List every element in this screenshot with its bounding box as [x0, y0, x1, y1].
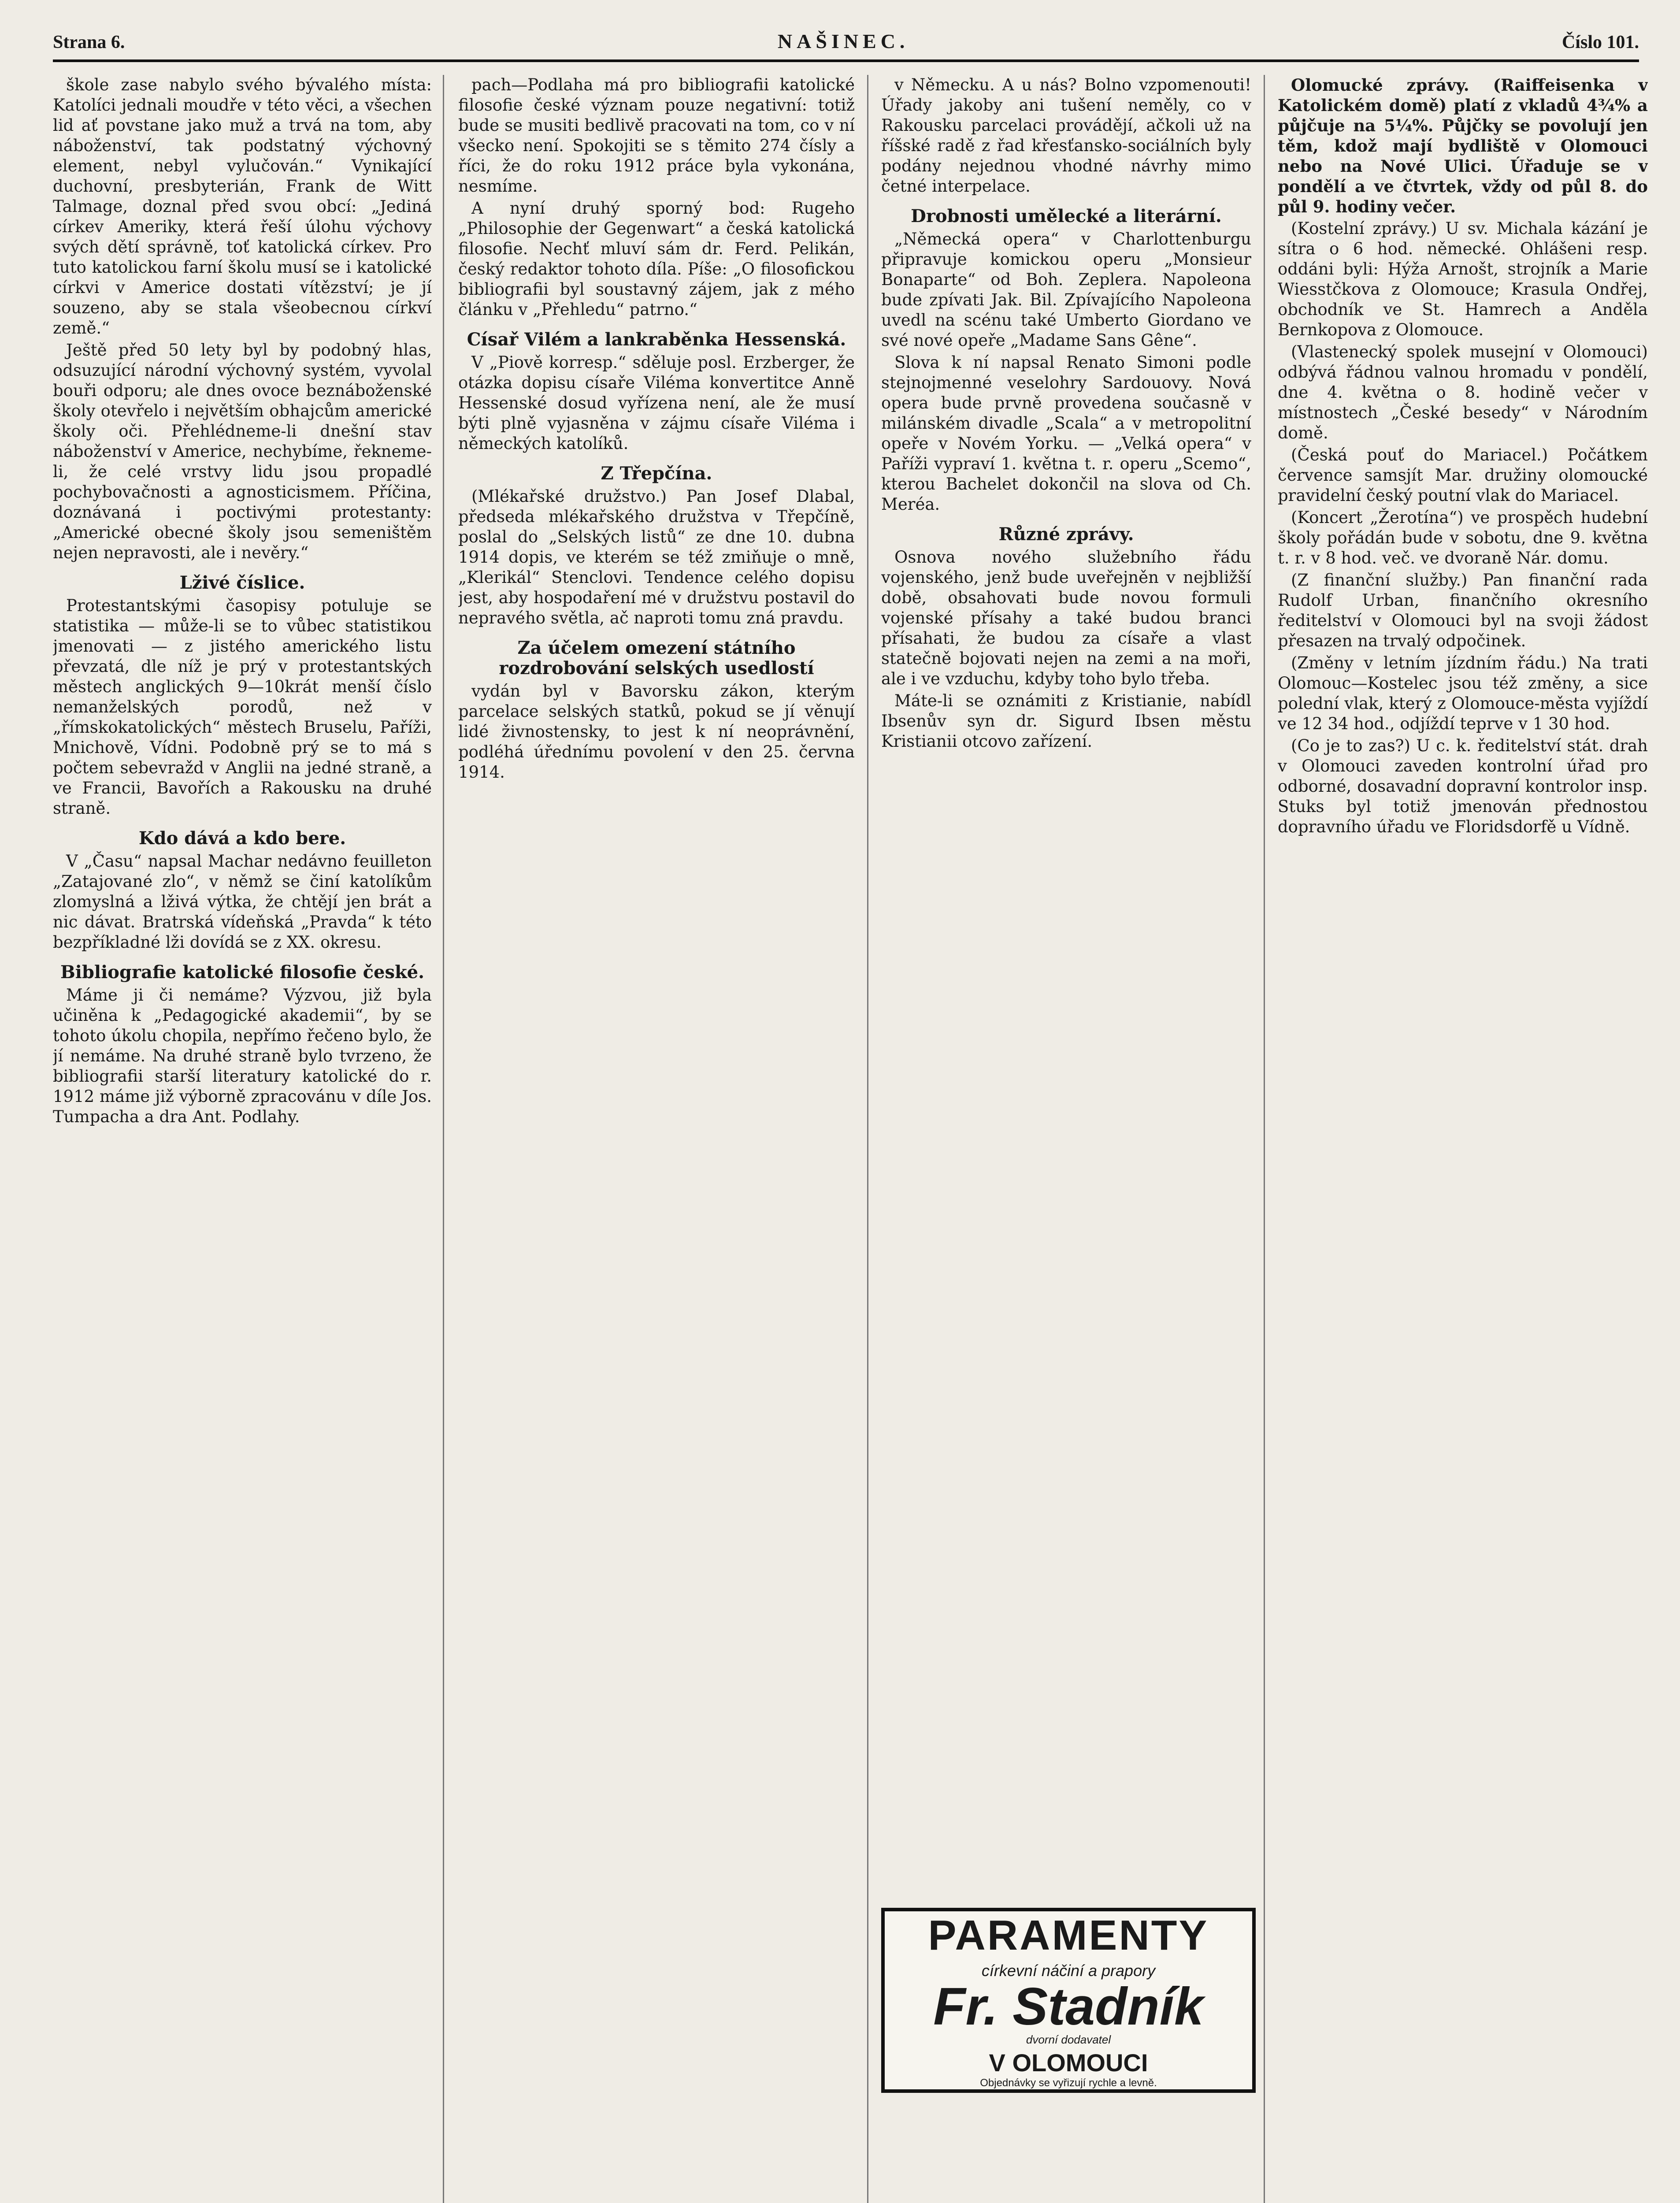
article-paragraph: Protestantskými časopisy potuluje se statistika — může-li se to vůbec statistikou jmenovati — z jistého amerického listu převzatá, dle níž je prý v protestantských městech anglických 9—10krát menší číslo nemanželských porodů, než v „římskokatolických“ městech Bruselu, Paříži, Mnichově, Vídni. Podobně prý se to má s počtem sebevražd v Anglii na jedné straně, a ve Francii, Bavořích a Rakousku na druhé straně. [53, 596, 432, 818]
column-divider [867, 75, 868, 2203]
article-paragraph: (Vlastenecký spolek musejní v Olomouci) odbývá řádnou valnou hromadu v pondělí, dne 4. května o 8. hodině večer v místnostech „České besedy“ v Národním domě. [1278, 342, 1648, 442]
article-paragraph: (Z finanční služby.) Pan finanční rada Rudolf Urban, finančního okresního ředitelství v Olomouci byl na svoji žádost přesazen na trvalý odpočinek. [1278, 571, 1648, 650]
article-heading: Kdo dává a kdo bere. [138, 828, 346, 849]
article-paragraph: „Německá opera“ v Charlottenburgu připravuje komickou operu „Monsieur Bonaparte“ od Boh. Zeplera. Napoleona bude zpívati Jak. Bil. Zpívajícího Napoleona uvedl na scénu také Umberto Giordano ve své nové opeře „Madame Sans Gêne“. [881, 230, 1251, 350]
article-paragraph: (Kostelní zprávy.) U sv. Michala kázání je sítra o 6 hod. německé. Ohlášeni resp. oddáni byli: Hýža Arnošt, strojník a Marie Wiesstčkova z Olomouce; Krasula Ondřej, obchodník ve St. Hamrech a Anděla Bernkopova z Olomouce. [1278, 219, 1648, 339]
article-heading: Různé zprávy. [998, 524, 1134, 545]
article-paragraph: V „Času“ napsal Machar nedávno feuilleton „Zatajované zlo“, v němž se činí katolíkům zlomyslná a lživá výtka, že chtějí jen brát a nic dávat. Bratrská vídeňská „Pravda“ k této bezpříkladné lži dovídá se z XX. okresu. [53, 852, 432, 952]
ad-headline: PARAMENTY [928, 1912, 1209, 1959]
ad-city: V OLOMOUCI [989, 2049, 1148, 2077]
column-divider [443, 75, 444, 2203]
article-paragraph: (Co je to zas?) U c. k. ředitelství stát. drah v Olomouci zaveden kontrolní úřad pro odborné, dosavadní dopravní kontrolor insp. Stuks byl totiž jmenován přednostou dopravního úřadu ve Floridsdorfě u Vídně. [1278, 736, 1648, 836]
column-divider [1264, 75, 1265, 2203]
column-2 [458, 75, 855, 2203]
article-heading: Z Třepčína. [601, 463, 712, 484]
page-header [53, 18, 1639, 53]
newspaper-title: NAŠINEC. [777, 30, 909, 52]
article-paragraph: V „Piově korresp.“ sděluje posl. Erzberger, že otázka dopisu císaře Viléma konvertitce Anně Hessenské dosud vyřízena není, ale že musí býti plně vyjasněna v zájmu císaře Viléma i německých katolíků. [458, 353, 855, 453]
article-paragraph: Ještě před 50 lety byl by podobný hlas, odsuzující národní výchovný systém, vyvolal bouři odporu; ale dnes ovoce beznáboženské školy otevřelo i největším obhajcům americké školy oči. Přehlédneme-li dnešní stav náboženství v Americe, nechybíme, řekneme-li, že celé vrstvy lidu jsou propadlé pochybovačnosti a agnosticismem. Příčina, doznávaná i poctivými protestanty: „Americké obecné školy jsou semeništěm nejen nepravosti, ale i nevěry.“ [53, 341, 432, 562]
page-number: Strana 6. [53, 32, 125, 52]
article-paragraph: Slova k ní napsal Renato Simoni podle stejnojmenné veselohry Sardouovy. Nová opera bude prvně provedena současně v milánském divadle „Scala“ a v metropolitní opeře v Novém Yorku. — „Velká opera“ v Paříži vypraví 1. května t. r. operu „Scemo“, kterou Bachelet dokončil na slova od Ch. Meréa. [881, 353, 1251, 514]
column-1 [53, 75, 432, 2203]
article-paragraph: v Německu. A u nás? Bolno vzpomenouti! Úřady jakoby ani tušení neměly, co v Rakousku parcelaci provádějí, ačkoli už na říšské radě z řad křesťansko-sociálních byly podány nejednou vhodné návrhy mimo četné interpelace. [881, 75, 1251, 196]
article-paragraph: Osnova nového služebního řádu vojenského, jenž bude uveřejněn v nejbližší době, obsahovati bude novou formuli vojenské přísahy a také budou branci přísahati, že budou za císaře a vlast statečně bojovati nejen na zemi a na moři, ale i ve vzduchu, kdyby toho bylo třeba. [881, 548, 1251, 688]
ad-company: Fr. Stadník [933, 1977, 1204, 2036]
issue-number: Číslo 101. [1561, 32, 1639, 52]
column-4 [1278, 75, 1648, 2203]
article-paragraph: A nyní druhý sporný bod: Rugeho „Philosophie der Gegenwart“ a česká katolická filosofie. Nechť mluví sám dr. Ferd. Pelikán, český redaktor tohoto díla. Píše: „O filosofickou bibliografii byl soustavný zájem, jak z mého článku v „Přehledu“ patrno.“ [458, 199, 855, 319]
column-3 [881, 75, 1251, 1899]
header-rule [53, 59, 1639, 62]
article-paragraph: (Změny v letním jízdním řádu.) Na trati Olomouc—Kostelec jsou též změny, a sice polední vlak, který z Olomouce-města vyjíždí ve 12 34 hod., odjíždí teprve v 1 30 hod. [1278, 653, 1648, 733]
article-paragraph: Máte-li se oznámiti z Kristianie, nabídl Ibsenův syn dr. Sigurd Ibsen městu Kristianii otcovo zařízení. [881, 691, 1251, 751]
ad-subtitle: církevní náčiní a prapory [981, 1962, 1156, 1980]
article-heading: Bibliografie katolické filosofie české. [60, 962, 425, 983]
article-heading: Lživé číslice. [179, 572, 305, 593]
paramenty-advertisement [881, 1908, 1256, 2093]
article-heading: Drobnosti umělecké a literární. [911, 206, 1222, 226]
article-heading: Císař Vilém a lankraběnka Hessenská. [467, 329, 846, 350]
article-heading: Za účelem omezení státního rozdrobování selských usedlostí [499, 638, 814, 679]
article-paragraph: vydán byl v Bavorsku zákon, kterým parcelace selských statků, pokud se jí věnují lidé živnostensky, to jest k ní neoprávnění, podléhá úřednímu povolení v den 25. června 1914. [458, 682, 855, 782]
article-paragraph: (Česká pouť do Mariacel.) Počátkem července samsjít Mar. družiny olomoucké pravidelní český poutní vlak do Mariacel. [1278, 445, 1648, 505]
article-paragraph: (Koncert „Žerotína“) ve prospěch hudební školy pořádán bude v sobotu, dne 9. května t. r. v 8 hod. več. ve dvoraně Nár. domu. [1278, 508, 1648, 567]
article-paragraph: pach—Podlaha má pro bibliografii katolické filosofie české význam pouze negativní: totiž bude se musiti bedlivě pracovati na tom, co v ní všecko není. Spokojiti se s těmito 274 čísly a říci, že do roku 1912 práce byla vykonána, nesmíme. [458, 75, 855, 196]
article-paragraph: Olomucké zprávy. (Raiffeisenka v Katolickém domě) platí z vkladů 4¾% a půjčuje na 5¼%. Půjčky se povolují jen těm, kdož mají bydliště v Olomouci nebo na Nové Ulici. Úřaduje se v pondělí a ve čtvrtek, vždy od půl 8. do půl 9. hodiny večer. [1278, 75, 1648, 216]
article-paragraph: (Mlékařské družstvo.) Pan Josef Dlabal, předseda mlékařského družstva v Třepčíně, poslal do „Selských listů“ ze dne 10. dubna 1914 dopis, ve kterém se též zmiňuje o mně, „Klerikál“ Stenclovi. Tendence celého dopisu jest, aby hospodaření mé v družstvu postavil do nepravého světla, ač naproti tomu zná pravdu. [458, 487, 855, 627]
ad-note: Objednávky se vyřizují rychle a levně. [980, 2077, 1157, 2089]
article-paragraph: Máme ji či nemáme? Výzvou, již byla učiněna k „Pedagogické akademii“, by se tohoto úkolu chopila, nepřímo řečeno bylo, že jí nemáme. Na druhé straně bylo tvrzeno, že bibliografii starší literatury katolické do r. 1912 máme již výborně zpracovánu v díle Jos. Tumpacha a dra Ant. Podlahy. [53, 986, 432, 1126]
ad-tagline: dvorní dodavatel [1026, 2033, 1111, 2046]
article-paragraph: škole zase nabylo svého bývalého místa: Katolíci jednali moudře v této věci, a všechen lid ať povstane jako muž a trvá na tom, aby náboženství, tak podstatný výchovný element, nebyl vylučován.“ Vynikající duchovní, presbyterián, Frank de Witt Talmage, doznal před svou obcí: „Jediná církev Ameriky, která řeší úlohu výchovy svých dětí správně, toť katolická církev. Pro tuto katolickou farní školu musí se i katolické církvi v Americe dostati vítězství; je jí souzeno, aby se stala všeobecnou církví země.“ [53, 75, 432, 337]
